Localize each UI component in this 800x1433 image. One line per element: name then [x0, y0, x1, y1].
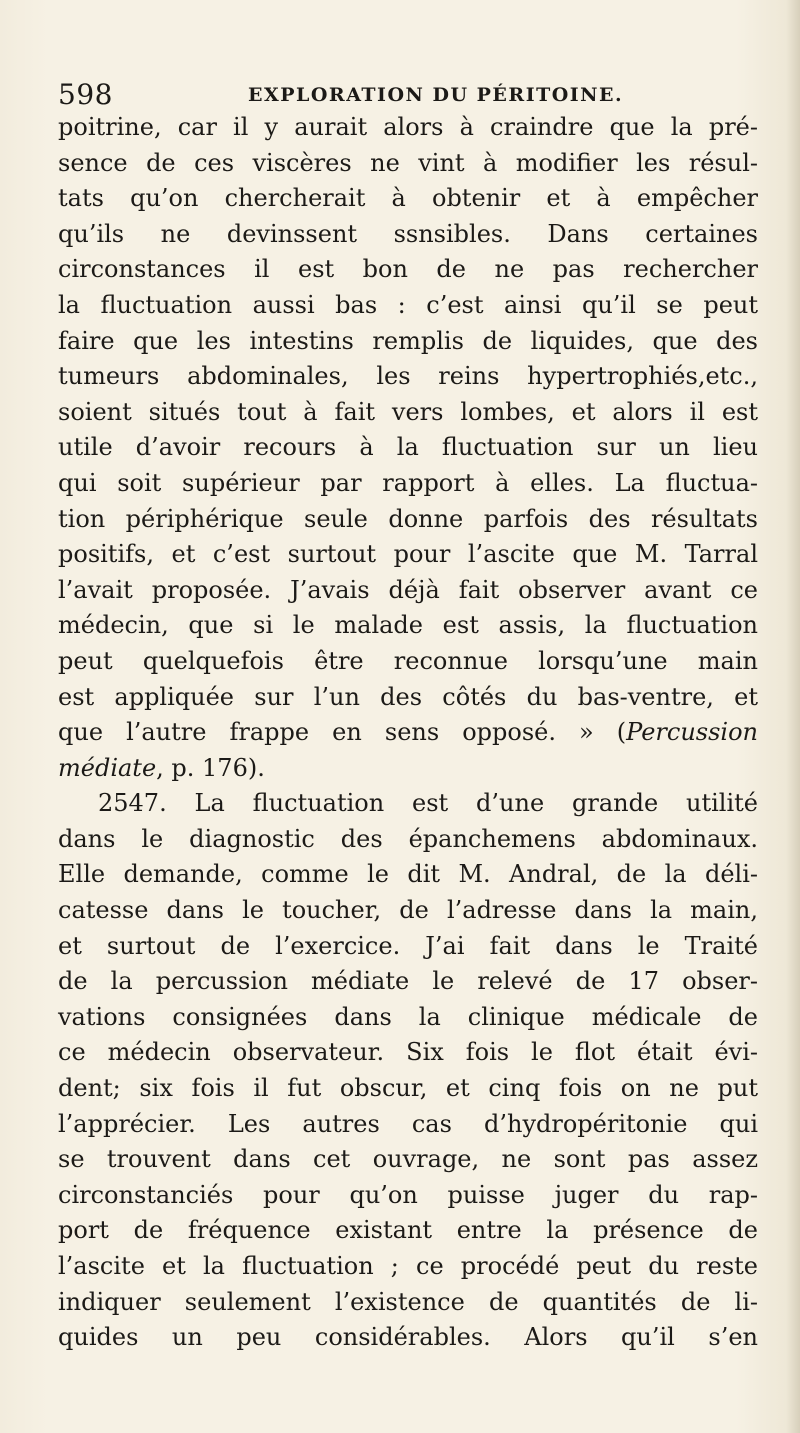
text-line: qu’ils ne devinssent ssnsibles. Dans certaines	[58, 219, 758, 248]
running-head: EXPLORATION DU PÉRITOINE.	[248, 84, 624, 106]
text-line: tumeurs abdominales, les reins hypertrophiés,etc.,	[58, 362, 758, 391]
text-line: se trouvent dans cet ouvrage, ne sont pas assez	[58, 1145, 758, 1174]
page-edge-shadow	[786, 0, 800, 1433]
text-line-citation-end	[58, 751, 758, 787]
text-line: tion périphérique seule donne parfois des résultats	[58, 504, 758, 533]
body-text	[58, 110, 758, 1356]
text-line: vations consignées dans la clinique médicale de	[58, 1002, 758, 1031]
text-line: ce médecin observateur. Six fois le flot était évi-	[58, 1038, 758, 1067]
text-line: dans le diagnostic des épanchemens abdominaux.	[58, 824, 758, 853]
text-line: l’apprécier. Les autres cas d’hydropéritonie qui	[58, 1109, 758, 1138]
text-line: circonstanciés pour qu’on puisse juger du rap-	[58, 1180, 758, 1209]
text-line: utile d’avoir recours à la fluctuation sur un lieu	[58, 433, 758, 462]
text-line: l’avait proposée. J’avais déjà fait observer avant ce	[58, 575, 758, 604]
text-line: est appliquée sur l’un des côtés du bas-ventre, et	[58, 682, 758, 711]
text-line: l’ascite et la fluctuation ; ce procédé peut du reste	[58, 1252, 758, 1280]
text-line: port de fréquence existant entre la présence de	[58, 1216, 758, 1245]
text-line: quides un peu considérables. Alors qu’il s’en	[58, 1323, 758, 1352]
text-line: positifs, et c’est surtout pour l’ascite que M. Tarral	[58, 540, 758, 569]
text-line: la fluctuation aussi bas : c’est ainsi qu’il se peut	[58, 290, 758, 319]
text-line: tats qu’on chercherait à obtenir et à empêcher	[58, 184, 758, 213]
text-line: faire que les intestins remplis de liquides, que des	[58, 326, 758, 355]
text-line: peut quelquefois être reconnue lorsqu’une main	[58, 646, 758, 675]
text-line: indiquer seulement l’existence de quantités de li-	[58, 1287, 758, 1316]
text-line: et surtout de l’exercice. J’ai fait dans le Traité	[58, 931, 758, 960]
citation-page: , p. 176).	[156, 753, 265, 782]
text-line: circonstances il est bon de ne pas rechercher	[58, 255, 758, 284]
paragraph-start-2547: 2547. La fluctuation est d’une grande utilité	[98, 789, 758, 818]
text-line: poitrine, car il y aurait alors à craindre que la pré-	[58, 113, 758, 141]
text-line: de la percussion médiate le relevé de 17 obser-	[58, 967, 758, 996]
text-line: dent; six fois il fut obscur, et cinq fois on ne put	[58, 1074, 758, 1103]
text-line-citation	[58, 715, 758, 751]
text-line: catesse dans le toucher, de l’adresse dans la main,	[58, 896, 758, 925]
citation-title: Percussion	[626, 718, 758, 747]
citation-title-end: médiate	[58, 753, 157, 782]
text-line: médecin, que si le malade est assis, la fluctuation	[58, 611, 758, 640]
page-header	[58, 78, 678, 112]
text-line: Elle demande, comme le dit M. Andral, de la déli-	[58, 860, 758, 889]
text-line: soient situés tout à fait vers lombes, et alors il est	[58, 397, 758, 426]
text-line: sence de ces viscères ne vint à modifier les résul-	[58, 148, 758, 177]
text-line: qui soit supérieur par rapport à elles. La fluctua-	[58, 468, 758, 497]
citation-lead: que l’autre frappe en sens opposé. » (	[58, 718, 627, 747]
page-number: 598	[58, 78, 113, 111]
